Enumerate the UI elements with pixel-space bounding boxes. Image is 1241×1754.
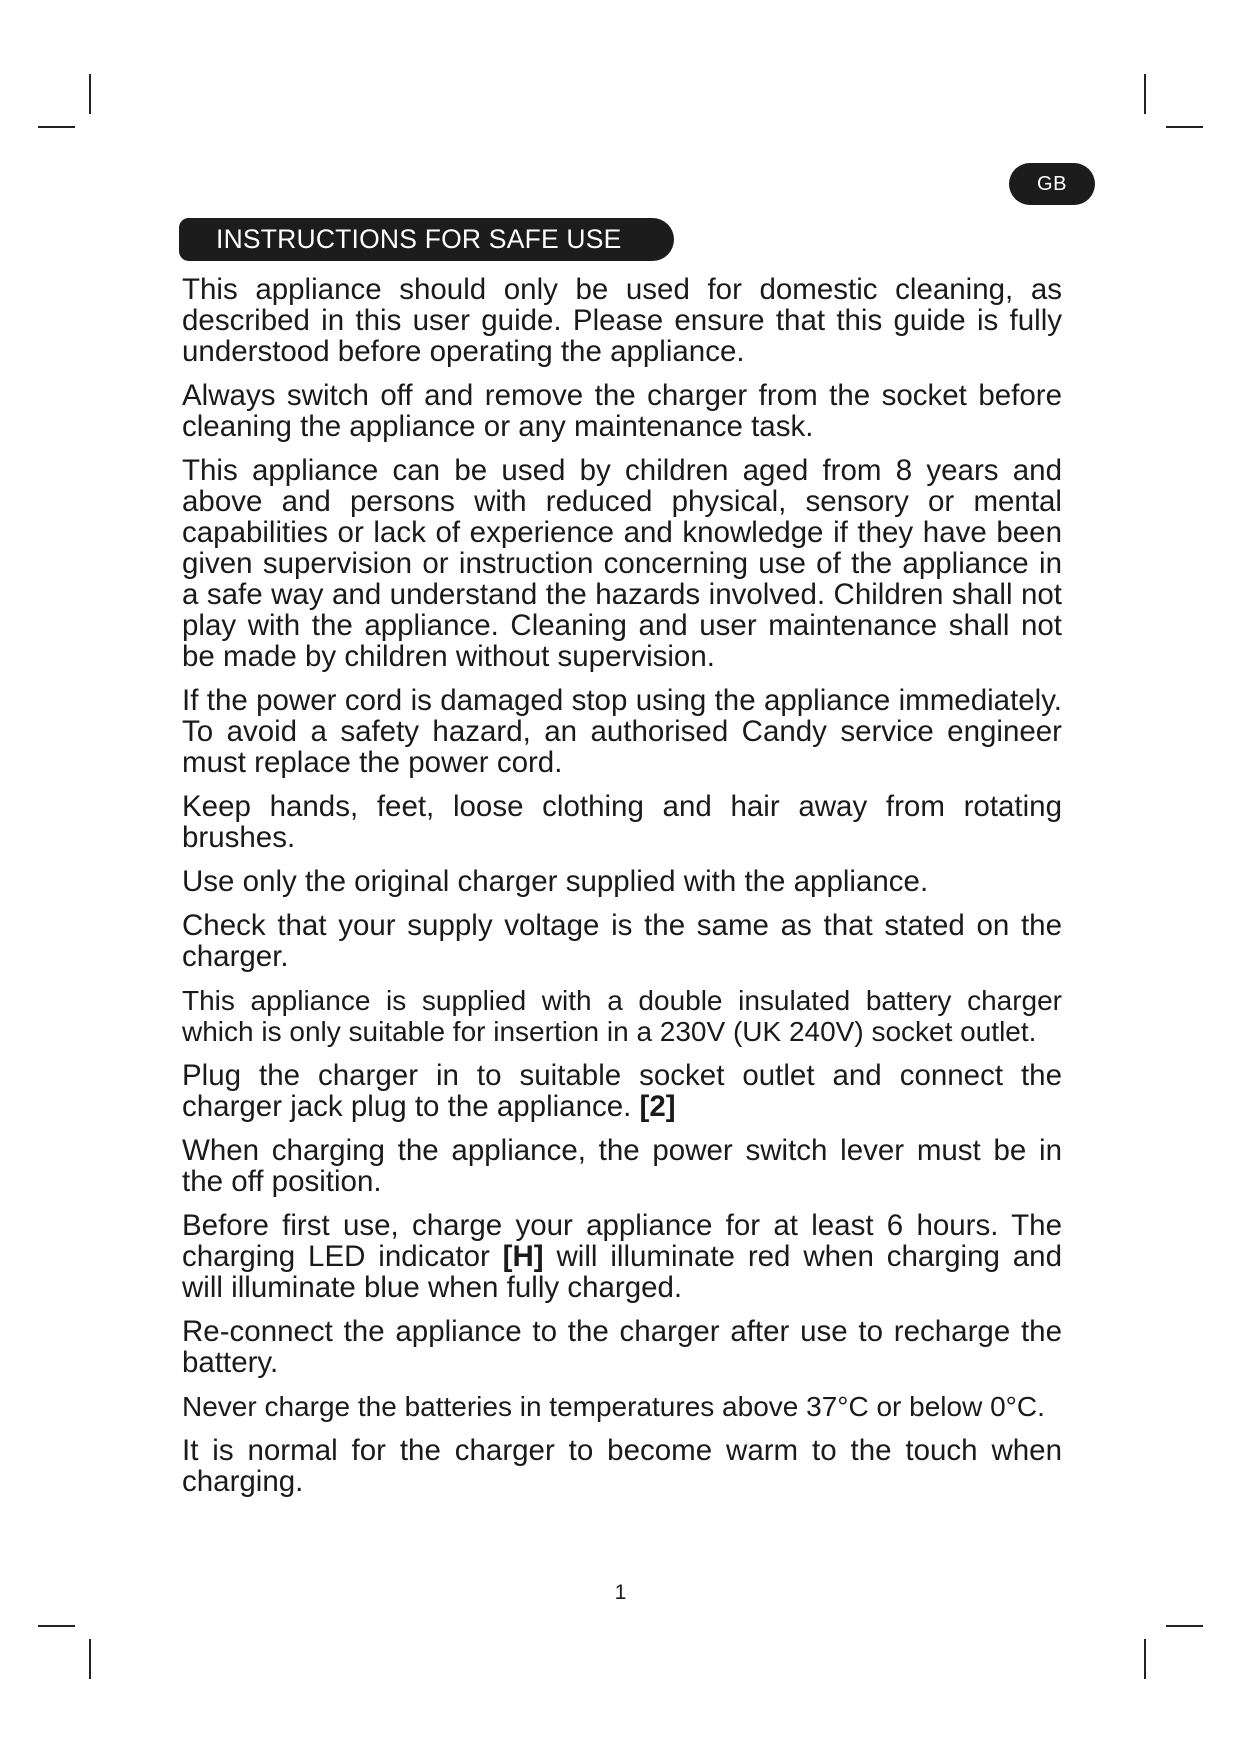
paragraph-plug-charger [182, 1060, 1062, 1122]
paragraph-original-charger: Use only the original charger supplied with the appliance. [182, 865, 929, 898]
paragraph-power-cord: If the power cord is damaged stop using the appliance immediately. To avoid a safety hazard, an authorised Candy service engineer must replace the power cord. [182, 684, 1062, 779]
paragraph-rotating-brushes: Keep hands, feet, loose clothing and hair away from rotating brushes. [182, 790, 1062, 854]
paragraph-children: This appliance can be used by children aged from 8 years and above and persons with reduced physical, sensory or mental capabilities or lack of experience and knowledge if they have been given supervision or instruction concerning use of the appliance in a safe way and understand the hazards involved. Children shall not play with the appliance. Cleaning and user maintenance shall not be made by children without supervision. [182, 454, 1062, 673]
plug-charger-text: Plug the charger in to suitable socket outlet and connect the charger jack plug to the appliance. [182, 1059, 1062, 1123]
first-use-text-before: Before first use, charge your appliance for at least 6 hours. The charging LED indicator [182, 1209, 1062, 1273]
crop-mark-bottom-right-horizontal [1166, 1625, 1203, 1627]
crop-mark-top-right-vertical [1144, 74, 1146, 114]
paragraph-warm-charger: It is normal for the charger to become warm to the touch when charging. [182, 1434, 1062, 1498]
paragraph-reconnect: Re-connect the appliance to the charger after use to recharge the battery. [182, 1315, 1062, 1379]
crop-mark-bottom-left-horizontal [38, 1625, 75, 1627]
section-heading [179, 218, 674, 261]
paragraph-domestic-use: This appliance should only be used for domestic cleaning, as described in this user guide. Please ensure that this guide is fully understood before operating the appliance. [182, 273, 1062, 368]
crop-mark-bottom-right-vertical [1144, 1639, 1146, 1679]
crop-mark-bottom-left-vertical [89, 1639, 91, 1679]
paragraph-supply-voltage: Check that your supply voltage is the same as that stated on the charger. [182, 909, 1062, 973]
paragraph-power-switch: When charging the appliance, the power switch lever must be in the off position. [182, 1134, 1062, 1198]
figure-reference: [2] [639, 1090, 676, 1123]
crop-mark-top-right-horizontal [1166, 126, 1203, 128]
crop-mark-top-left-horizontal [38, 126, 75, 128]
section-heading-label: INSTRUCTIONS FOR SAFE USE [216, 224, 622, 254]
page-number: 1 [614, 1581, 627, 1604]
language-badge: GB [1009, 163, 1095, 205]
led-indicator-reference: [H] [502, 1240, 544, 1273]
crop-mark-top-left-vertical [89, 74, 91, 114]
paragraph-switch-off: Always switch off and remove the charger from the socket before cleaning the appliance or any maintenance task. [182, 379, 1062, 443]
paragraph-insulated-charger: This appliance is supplied with a double insulated battery charger which is only suitable for insertion in a 230V (UK 240V) socket outlet. [182, 985, 1062, 1047]
paragraph-temperature: Never charge the batteries in temperatures above 37°C or below 0°C. [182, 1391, 1045, 1422]
first-use-text-after: will illuminate red when charging and will illuminate blue when fully charged. [182, 1240, 1062, 1304]
paragraph-first-use [182, 1210, 1062, 1303]
safety-instructions-body [182, 274, 1062, 1497]
